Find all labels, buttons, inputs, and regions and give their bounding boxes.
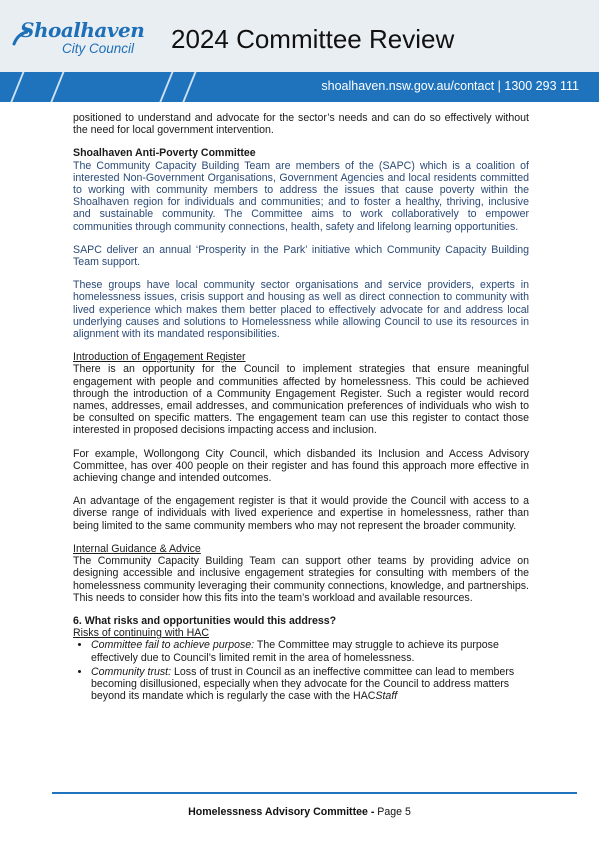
intro-paragraph: positioned to understand and advocate for the sector’s needs and can do so effectively without the need for local government intervention.: [73, 112, 529, 137]
council-logo: [12, 16, 145, 60]
risks-list: [73, 639, 529, 702]
contact-link[interactable]: shoalhaven.nsw.gov.au/contact | 1300 293 111: [321, 79, 579, 93]
question-6-heading: 6. What risks and opportunities would this address?: [73, 614, 337, 627]
guidance-paragraph: The Community Capacity Building Team can support other teams by providing advice on designing accessible and inclusive engagement strategies for consulting with members of the homelessness community leveraging their community connections, knowledge, and partnerships. This needs to consider how this fits into the team’s workload and available resources.: [73, 555, 529, 604]
guidance-heading: Internal Guidance & Advice: [73, 542, 201, 555]
page-title: 2024 Committee Review: [171, 24, 455, 54]
bullet-text: Loss of trust in Council as an ineffective committee can lead to members becoming disillusioned, especially when they advocate for the Council to address matters beyond its mandate which is regularly the case with the HAC: [91, 665, 515, 703]
sapc-paragraph-2: SAPC deliver an annual ‘Prosperity in the Park’ initiative which Community Capacity Building Team support.: [73, 243, 529, 269]
bullet-tail: Staff: [375, 690, 398, 703]
document-body: [73, 112, 529, 704]
banner-stripe: [180, 72, 198, 102]
bullet-lead: Committee fail to achieve purpose:: [91, 639, 255, 652]
sapc-heading: Shoalhaven Anti-Poverty Committee: [73, 147, 256, 160]
page-footer: [0, 806, 599, 818]
list-item: [91, 639, 529, 663]
banner-stripe: [157, 72, 175, 102]
sapc-paragraph-3: These groups have local community sector organisations and service providers, experts in homelessness issues, crisis support and housing as well as direct connection to community with lived experience which makes them better placed to effectively advocate for and address local underlying causes and solutions to Homelessness while allowing Council to use its resources in alignment with its mandated responsibilities.: [73, 279, 529, 341]
bullet-lead: Community trust:: [91, 665, 172, 678]
footer-divider: [52, 792, 577, 794]
banner-stripe: [48, 72, 66, 102]
register-paragraph-3: An advantage of the engagement register is that it would provide the Council with access to a diverse range of individuals with lived experience and expertise in homelessness, rather than being limited to the same community members who may not represent the broader community.: [73, 495, 529, 532]
banner-stripe: [8, 72, 26, 102]
logo-subtitle: City Council: [62, 41, 135, 56]
footer-page-number: Page 5: [374, 806, 411, 818]
logo-wordmark: Shoalhaven: [20, 18, 145, 42]
register-paragraph-1: There is an opportunity for the Council to implement strategies that ensure meaningful engagement with people and communities affected by homelessness. This could be achieved through the introduction of a Community Engagement Register. Such a register would record names, addresses, email addresses, and communication preferences of individuals who wish to be consulted on specific matters. The engagement team can use this register to contact those interested in proposed decisions impacting access and inclusion.: [73, 363, 529, 437]
bullet-text: The Committee may struggle to achieve its purpose effectively due to Council’s limited remit in the area of homelessness.: [91, 639, 499, 664]
sapc-paragraph-1: The Community Capacity Building Team are members of the (SAPC) which is a coalition of interested Non-Government Organisations, Government Agencies and local residents committed to working with community members to address the issues that cause poverty within the Shoalhaven region for individuals and communities; and to foster a healthy, thriving, inclusive and sustainable community. The Committee aims to work collaboratively to empower communities through community connections, health, safety and lifelong learning opportunities.: [73, 159, 529, 233]
footer-committee-label: Homelessness Advisory Committee -: [188, 806, 375, 818]
risks-heading: Risks of continuing with HAC: [73, 627, 210, 640]
page-header: [0, 0, 599, 72]
register-heading: Introduction of Engagement Register: [73, 351, 246, 364]
list-item: [91, 666, 529, 703]
register-paragraph-2: For example, Wollongong City Council, which disbanded its Inclusion and Access Advisory Committee, has over 400 people on their register and has found this approach more effective in achieving change and intended outcomes.: [73, 447, 529, 485]
